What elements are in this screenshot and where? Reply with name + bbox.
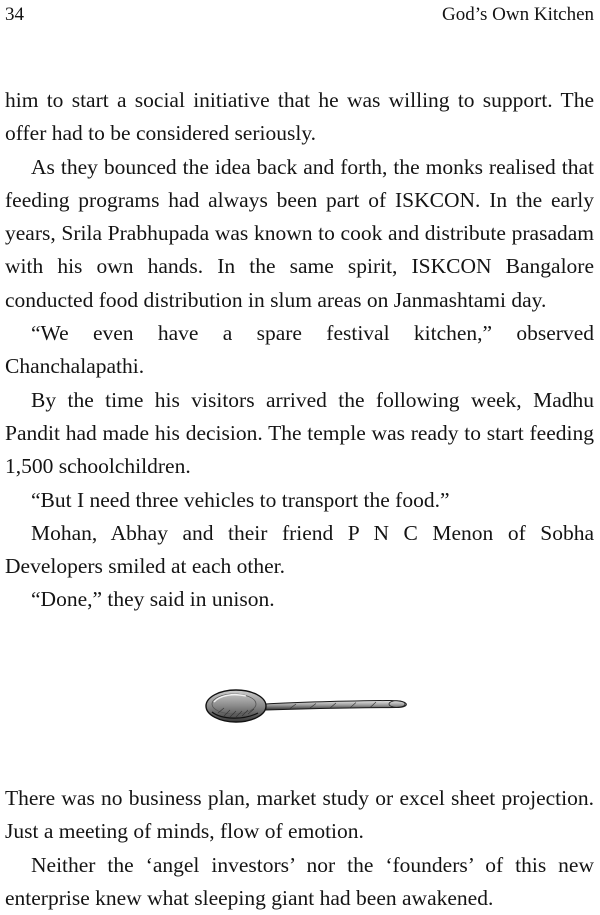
paragraph: By the time his visitors arrived the following week, Madhu Pandit had made his decision. The temple was ready to start feeding 1,500 schoolchildren. (5, 387, 594, 479)
body-section-1 (5, 84, 594, 617)
page-header (5, 2, 594, 28)
page-number: 34 (5, 4, 24, 25)
paragraph: As they bounced the idea back and forth, the monks realised that feeding programs had always been part of ISKCON. In the early years, Srila Prabhupada was known to cook and distribute prasadam with his own hands. In the same spirit, ISKCON Bangalore conducted food distribution in slum areas on Janmashtami day. (5, 154, 594, 312)
paragraph: Neither the ‘angel investors’ nor the ‘founders’ of this new enterprise knew what sleeping giant had been awakened. (5, 852, 594, 910)
paragraph: him to start a social initiative that he was willing to support. The offer had to be considered seriously. (5, 88, 594, 146)
paragraph: There was no business plan, market study or excel sheet projection. Just a meeting of minds, flow of emotion. (5, 786, 594, 844)
running-title: God’s Own Kitchen (442, 4, 594, 25)
paragraph: “We even have a spare festival kitchen,” observed Chanchalapathi. (5, 321, 594, 379)
paragraph: Mohan, Abhay and their friend P N C Menon of Sobha Developers smiled at each other. (5, 520, 594, 579)
spoon-icon (200, 682, 412, 730)
body-section-2 (5, 782, 594, 915)
paragraph: “Done,” they said in unison. (31, 587, 275, 612)
paragraph: “But I need three vehicles to transport the food.” (31, 487, 450, 512)
